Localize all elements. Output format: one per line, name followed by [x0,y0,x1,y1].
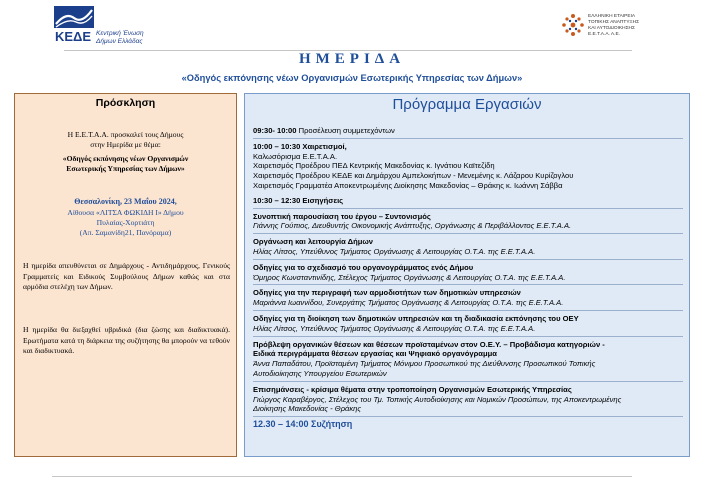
arrival-time: 09:30- 10:00 [253,126,297,135]
talk-speaker: Ηλίας Λίτσος, Υπεύθυνος Τμήματος Οργάνωσης & Λειτουργίας Ο.Τ.Α. της Ε.Ε.Τ.Α.Α. [253,323,536,333]
section-divider [253,259,683,260]
greeting-line: Χαιρετισμός Προέδρου ΠΕΔ Κεντρικής Μακεδονίας κ. Ιγνάτιου Καϊτεζίδη [253,161,495,171]
invitation-intro-line2: στην Ημερίδα με θέμα: [90,140,161,149]
arrival-line [253,126,683,136]
talk-title: Οδηγίες για το σχεδιασμό του οργανογράμματος ενός Δήμου [253,262,474,272]
eetaa-logo-line4: Ε.Ε.Τ.Α.Α. Α.Ε. [588,32,620,37]
invitation-intro-line1: Η Ε.Ε.Τ.Α.Α. προσκαλεί τους Δήμους [67,130,184,139]
invitation-topic-line2: Εσωτερικής Υπηρεσίας των Δήμων» [66,164,185,173]
talk-title: Πρόβλεψη οργανικών θέσεων και θέσεων προϊσταμένων στον Ο.Ε.Υ. – Προβάδισμα κατηγοριών - [253,339,605,349]
greeting-line: Καλωσόρισμα Ε.Ε.Τ.Α.Α. [253,151,338,161]
event-venue-line2: Πυλαίας-Χορτιάτη [96,218,155,227]
section-divider [253,310,683,311]
event-date: Θεσσαλονίκη, 23 Μαΐου 2024, [74,197,177,206]
invitation-topic [15,154,236,174]
kede-logo [52,4,162,48]
section-divider [253,416,683,417]
kede-logo-line2: Δήμων Ελλάδας [96,38,143,45]
talks-title: 10:30 – 12:30 Εισηγήσεις [253,195,344,205]
greeting-line: Χαιρετισμός Γραμματέα Αποκεντρωμένης Διοίκησης Μακεδονίας – Θράκης κ. Ιωάννη Σάββα [253,180,563,190]
section-divider [253,381,683,382]
talk-title: Ειδικά περιγράμματα θέσεων εργασίας και Ψηφιακό οργανόγραμμα [253,349,497,359]
audience-paragraph: Η ημερίδα απευθύνεται σε Δημάρχους - Αντιδημάρχους, Γενικούς Γραμματείς και Ειδικούς Συμβούλους Δήμων καθώς και στα αρμόδια στελέχη των Δήμων. [23,261,230,291]
eetaa-logo-icon [560,12,586,42]
invitation-topic-line1: «Οδηγός εκπόνησης νέων Οργανισμών [62,154,189,163]
program-body [253,126,683,430]
talk-speaker: Αυτοδιοίκησης Υπουργείου Εσωτερικών [253,368,387,378]
eetaa-logo-line1: ΕΛΛΗΝΙΚΗ ΕΤΑΙΡΕΙΑ [588,14,636,19]
talk-speaker: Ηλίας Λίτσος, Υπεύθυνος Τμήματος Οργάνωσης & Λειτουργίας Ο.Τ.Α. της Ε.Ε.Τ.Α.Α. [253,246,536,256]
program-heading: Πρόγραμμα Εργασιών [392,96,542,113]
talk-speaker: Διοίκησης Μακεδονίας - Θράκης [253,404,362,414]
event-venue-line3: (Απ. Σαμανίδη21, Πανόραμα) [79,228,172,237]
talk-speaker: Μαριάννα Ιωαννίδου, Συνεργάτης Τμήματος Οργάνωσης & Λειτουργίας Ο.Τ.Α. της Ε.Ε.Τ.Α.Α. [253,298,564,308]
section-divider [253,138,683,139]
talk-title: Επισημάνσεις - κρίσιμα θέματα στην τροποποίηση Οργανισμών Εσωτερικής Υπηρεσίας [253,384,572,394]
discussion-line: 12.30 – 14:00 Συζήτηση [253,420,353,430]
greeting-line: Χαιρετισμός Προέδρου ΚΕΔΕ και Δημάρχου Αμπελοκήπων - Μενεμένης κ. Λάζαρου Κυρίζογλου [253,171,574,181]
hybrid-paragraph: Η ημερίδα θα διεξαχθεί υβριδικά (δια ζώσης και διαδικτυακά). Ερωτήματα κατά τη διάρκεια της συζήτησης θα μπορούν να τεθούν και διαδικτυακά. [23,325,230,355]
kede-logo-line1: Κεντρική Ένωση [96,30,144,37]
section-divider [253,208,683,209]
eetaa-logo-line2: ΤΟΠΙΚΗΣ ΑΝΑΠΤΥΞΗΣ [588,20,640,25]
invitation-panel [14,93,237,457]
talk-speaker: Γιώργος Καραβέργος, Στέλεχος του Τμ. Τοπικής Αυτοδιοίκησης και Νομικών Προσώπων, της Αποκεντρωμένης [253,394,622,404]
section-divider [253,336,683,337]
bottom-divider [52,476,632,477]
talk-title: Οδηγίες για την περιγραφή των αρμοδιοτήτων των δημοτικών υπηρεσιών [253,288,521,298]
invitation-heading: Πρόσκληση [95,97,156,109]
talk-title: Οδηγίες για τη διοίκηση των δημοτικών υπηρεσιών και τη διαδικασία εκπόνησης του ΟΕΥ [253,313,579,323]
event-venue-line1: Αίθουσα «ΛΙΤΣΑ ΦΩΚΙΔΗ Ι» Δήμου [67,208,184,217]
talk-speaker: Άννα Παπαδάτου, Προϊσταμένη Τμήματος Μόνιμου Προσωπικού της Διεύθυνσης Προσωπικού Τοπικής [253,359,596,369]
talk-speaker: Όμηρος Κωνσταντινίδης, Στέλεχος Τμήματος Οργάνωσης & Λειτουργίας Ο.Τ.Α. της Ε.Ε.Τ.Α.Α. [253,272,566,282]
page-title: ΗΜΕΡΙΔΑ [298,51,406,67]
arrival-text: Προσέλευση συμμετεχόντων [296,126,395,135]
talk-title: Οργάνωση και λειτουργία Δήμων [253,237,374,247]
event-venue [15,208,236,238]
talk-title: Συνοπτική παρουσίαση του έργου – Συντονισμός [253,211,431,221]
eetaa-logo-line3: ΚΑΙ ΑΥΤΟΔΙΟΙΚΗΣΗΣ [588,26,635,31]
greetings-title: 10:00 – 10:30 Χαιρετισμοί, [253,141,347,151]
section-divider [253,284,683,285]
section-divider [253,233,683,234]
talk-speaker: Γιάννης Γούπιος, Διευθυντής Οικονομικής Ανάπτυξης, Οργάνωσης & Περιβάλλοντος Ε.Ε.Τ.Α.Α. [253,221,572,231]
program-panel [244,93,690,457]
invitation-intro [15,130,236,150]
page-subtitle: «Οδηγός εκπόνησης νέων Οργανισμών Εσωτερικής Υπηρεσίας των Δήμων» [181,73,523,83]
svg-text:ΚΕΔΕ: ΚΕΔΕ [55,29,92,44]
kede-logo-icon [52,4,96,44]
